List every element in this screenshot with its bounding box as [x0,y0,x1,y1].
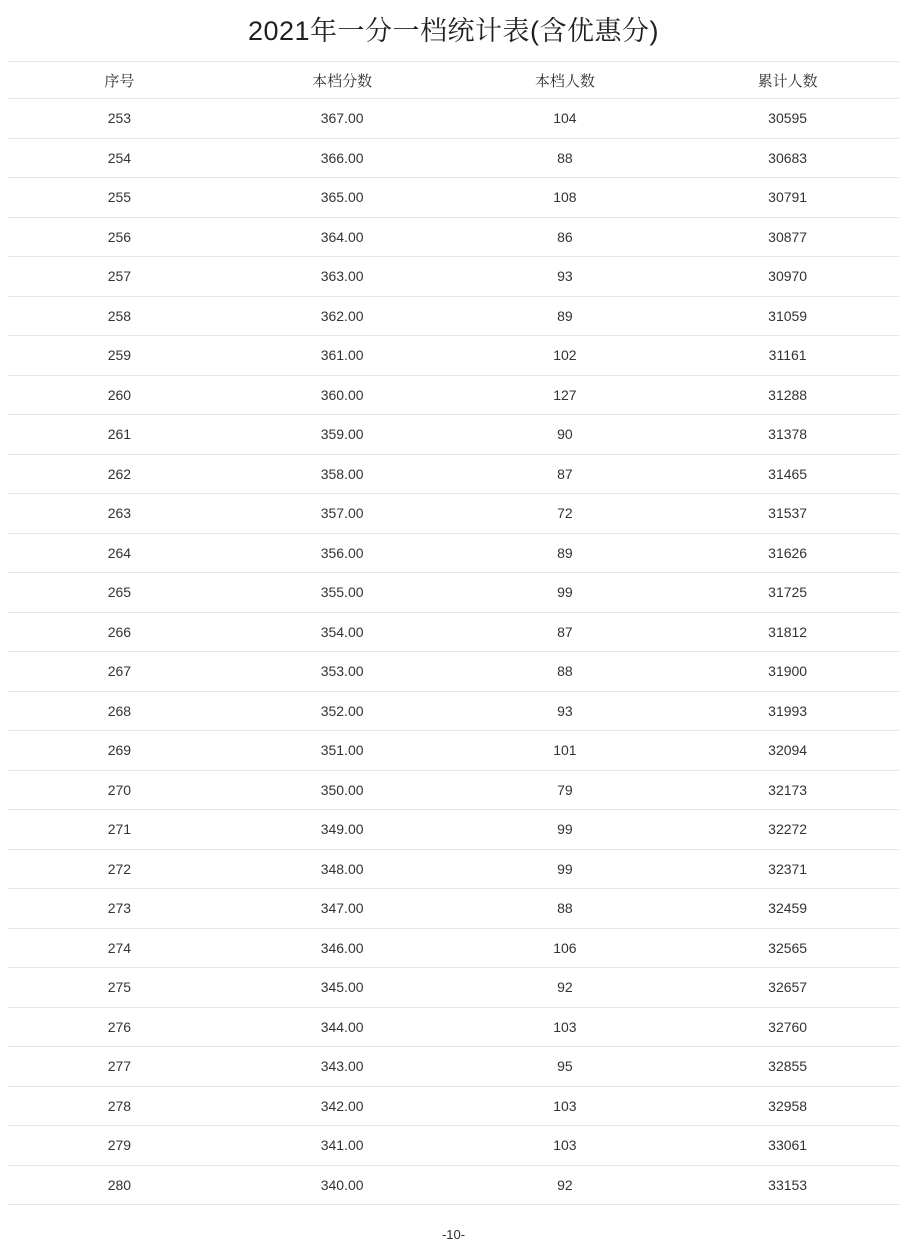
cell-index: 270 [8,770,231,810]
cell-cumulative: 32094 [676,731,899,771]
table-row [8,257,899,297]
table-row [8,1165,899,1205]
cell-count: 89 [454,296,677,336]
cell-score: 350.00 [231,770,454,810]
cell-cumulative: 32958 [676,1086,899,1126]
cell-score: 340.00 [231,1165,454,1205]
cell-score: 354.00 [231,612,454,652]
cell-score: 353.00 [231,652,454,692]
cell-index: 264 [8,533,231,573]
cell-cumulative: 32855 [676,1047,899,1087]
cell-count: 99 [454,849,677,889]
cell-score: 345.00 [231,968,454,1008]
cell-index: 256 [8,217,231,257]
score-distribution-table [8,61,899,1205]
cell-cumulative: 33153 [676,1165,899,1205]
cell-score: 348.00 [231,849,454,889]
cell-count: 88 [454,889,677,929]
cell-cumulative: 32272 [676,810,899,850]
cell-cumulative: 31993 [676,691,899,731]
table-row [8,138,899,178]
cell-count: 101 [454,731,677,771]
table-row [8,1086,899,1126]
table-row [8,494,899,534]
header-cell-cumulative: 累计人数 [676,62,899,99]
cell-score: 364.00 [231,217,454,257]
cell-cumulative: 32760 [676,1007,899,1047]
cell-count: 93 [454,691,677,731]
cell-score: 361.00 [231,336,454,376]
table-row [8,573,899,613]
table-row [8,889,899,929]
cell-cumulative: 31537 [676,494,899,534]
cell-index: 253 [8,99,231,139]
cell-index: 280 [8,1165,231,1205]
header-cell-score: 本档分数 [231,62,454,99]
cell-cumulative: 30877 [676,217,899,257]
cell-index: 269 [8,731,231,771]
table-row [8,454,899,494]
cell-score: 351.00 [231,731,454,771]
cell-score: 341.00 [231,1126,454,1166]
cell-count: 93 [454,257,677,297]
cell-count: 87 [454,612,677,652]
cell-index: 272 [8,849,231,889]
header-cell-index: 序号 [8,62,231,99]
page-number: -10- [441,1227,466,1242]
cell-index: 255 [8,178,231,218]
cell-count: 127 [454,375,677,415]
cell-score: 358.00 [231,454,454,494]
cell-index: 261 [8,415,231,455]
cell-count: 104 [454,99,677,139]
cell-count: 102 [454,336,677,376]
cell-cumulative: 31725 [676,573,899,613]
cell-count: 99 [454,810,677,850]
cell-index: 266 [8,612,231,652]
cell-index: 273 [8,889,231,929]
table-row [8,178,899,218]
cell-cumulative: 30970 [676,257,899,297]
table-row [8,375,899,415]
cell-cumulative: 31288 [676,375,899,415]
cell-index: 265 [8,573,231,613]
cell-count: 79 [454,770,677,810]
table-row [8,217,899,257]
cell-cumulative: 32657 [676,968,899,1008]
cell-index: 279 [8,1126,231,1166]
cell-index: 262 [8,454,231,494]
cell-score: 344.00 [231,1007,454,1047]
cell-index: 259 [8,336,231,376]
cell-score: 346.00 [231,928,454,968]
cell-cumulative: 32173 [676,770,899,810]
cell-score: 349.00 [231,810,454,850]
table-row [8,731,899,771]
cell-score: 355.00 [231,573,454,613]
cell-count: 88 [454,138,677,178]
cell-index: 271 [8,810,231,850]
cell-score: 359.00 [231,415,454,455]
table-row [8,810,899,850]
cell-count: 103 [454,1086,677,1126]
header-cell-count: 本档人数 [454,62,677,99]
cell-cumulative: 31626 [676,533,899,573]
cell-index: 263 [8,494,231,534]
table-row [8,1047,899,1087]
cell-score: 367.00 [231,99,454,139]
table-body [8,99,899,1205]
table-row [8,296,899,336]
cell-score: 365.00 [231,178,454,218]
cell-index: 257 [8,257,231,297]
cell-count: 86 [454,217,677,257]
cell-count: 99 [454,573,677,613]
cell-score: 357.00 [231,494,454,534]
cell-score: 343.00 [231,1047,454,1087]
table-row [8,612,899,652]
cell-count: 72 [454,494,677,534]
cell-cumulative: 32371 [676,849,899,889]
cell-count: 103 [454,1126,677,1166]
cell-index: 274 [8,928,231,968]
cell-cumulative: 31900 [676,652,899,692]
cell-count: 90 [454,415,677,455]
cell-cumulative: 30683 [676,138,899,178]
table-row [8,770,899,810]
cell-cumulative: 31465 [676,454,899,494]
cell-score: 347.00 [231,889,454,929]
table-header-row [8,62,899,99]
table-row [8,968,899,1008]
cell-count: 89 [454,533,677,573]
page-title: 2021年一分一档统计表(含优惠分) [247,16,660,46]
cell-cumulative: 31812 [676,612,899,652]
cell-count: 92 [454,968,677,1008]
cell-score: 362.00 [231,296,454,336]
cell-cumulative: 33061 [676,1126,899,1166]
cell-score: 342.00 [231,1086,454,1126]
table-row [8,652,899,692]
cell-index: 268 [8,691,231,731]
table-header [8,62,899,99]
cell-count: 88 [454,652,677,692]
cell-count: 108 [454,178,677,218]
cell-cumulative: 30791 [676,178,899,218]
cell-score: 356.00 [231,533,454,573]
cell-cumulative: 31378 [676,415,899,455]
cell-cumulative: 30595 [676,99,899,139]
cell-index: 267 [8,652,231,692]
table-row [8,691,899,731]
table-row [8,1126,899,1166]
cell-count: 103 [454,1007,677,1047]
table-row [8,849,899,889]
table-row [8,928,899,968]
cell-cumulative: 32565 [676,928,899,968]
table-row [8,336,899,376]
cell-index: 276 [8,1007,231,1047]
table-row [8,415,899,455]
cell-count: 95 [454,1047,677,1087]
cell-cumulative: 31161 [676,336,899,376]
cell-index: 278 [8,1086,231,1126]
cell-cumulative: 31059 [676,296,899,336]
cell-score: 352.00 [231,691,454,731]
cell-count: 92 [454,1165,677,1205]
cell-score: 360.00 [231,375,454,415]
table-row [8,533,899,573]
cell-index: 254 [8,138,231,178]
cell-cumulative: 32459 [676,889,899,929]
cell-count: 106 [454,928,677,968]
cell-score: 363.00 [231,257,454,297]
cell-count: 87 [454,454,677,494]
table-row [8,99,899,139]
cell-index: 275 [8,968,231,1008]
cell-score: 366.00 [231,138,454,178]
cell-index: 258 [8,296,231,336]
table-row [8,1007,899,1047]
cell-index: 277 [8,1047,231,1087]
cell-index: 260 [8,375,231,415]
